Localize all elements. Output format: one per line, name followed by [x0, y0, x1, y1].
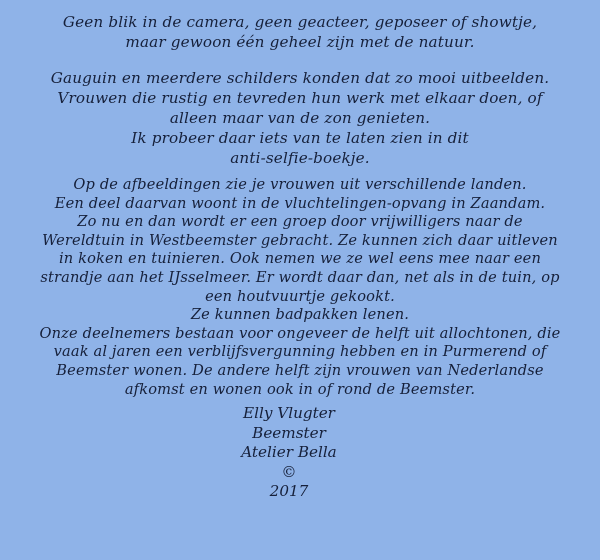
text-line: alleen maar van de zon genieten.: [169, 109, 431, 127]
text-line: Gauguin en meerdere schilders konden dat zo mooi uitbeelden.: [50, 69, 550, 87]
participants-paragraph: [4, 176, 596, 399]
text-line: strandje aan het IJsselmeer. Er wordt daar dan, net als in de tuin, op: [40, 268, 560, 286]
year: 2017: [269, 482, 309, 500]
text-line: Onze deelnemers bestaan voor ongeveer de helft uit allochtonen, die: [39, 324, 561, 342]
text-line: afkomst en wonen ook in of rond de Beemster.: [124, 380, 476, 398]
text-line: maar gewoon één geheel zijn met de natuur.: [125, 33, 475, 51]
text-line: Zo nu en dan wordt er een groep door vrijwilligers naar de: [77, 213, 523, 231]
intro-paragraph: [4, 12, 596, 52]
author-place: Beemster: [252, 423, 326, 442]
text-line: Ze kunnen badpakken lenen.: [190, 306, 410, 324]
text-line: Een deel daarvan woont in de vluchtelingen-opvang in Zaandam.: [54, 194, 546, 212]
copyright-symbol: ©: [281, 462, 297, 481]
text-line: Wereldtuin in Westbeemster gebracht. Ze kunnen zich daar uitleven: [42, 231, 558, 249]
signature-block: [184, 404, 394, 502]
text-line: Vrouwen die rustig en tevreden hun werk met elkaar doen, of: [57, 89, 543, 107]
text-line: Op de afbeeldingen zie je vrouwen uit verschillende landen.: [73, 176, 527, 193]
text-line: Geen blik in de camera, geen geacteer, geposeer of showtje,: [62, 13, 538, 31]
text-line: een houtvuurtje gekookt.: [205, 287, 395, 305]
text-line: Beemster wonen. De andere helft zijn vrouwen van Nederlandse: [56, 361, 544, 379]
gauguin-paragraph: [4, 68, 596, 168]
text-line: anti-selfie-boekje.: [230, 149, 370, 167]
studio-name: Atelier Bella: [241, 443, 337, 461]
text-line: vaak al jaren een verblijfsvergunning hebben en in Purmerend of: [53, 343, 547, 361]
text-line: in koken en tuinieren. Ook nemen we ze wel eens mee naar een: [58, 250, 542, 268]
author-name: Elly Vlugter: [243, 404, 335, 422]
text-line: Ik probeer daar iets van te laten zien in dit: [131, 129, 469, 147]
